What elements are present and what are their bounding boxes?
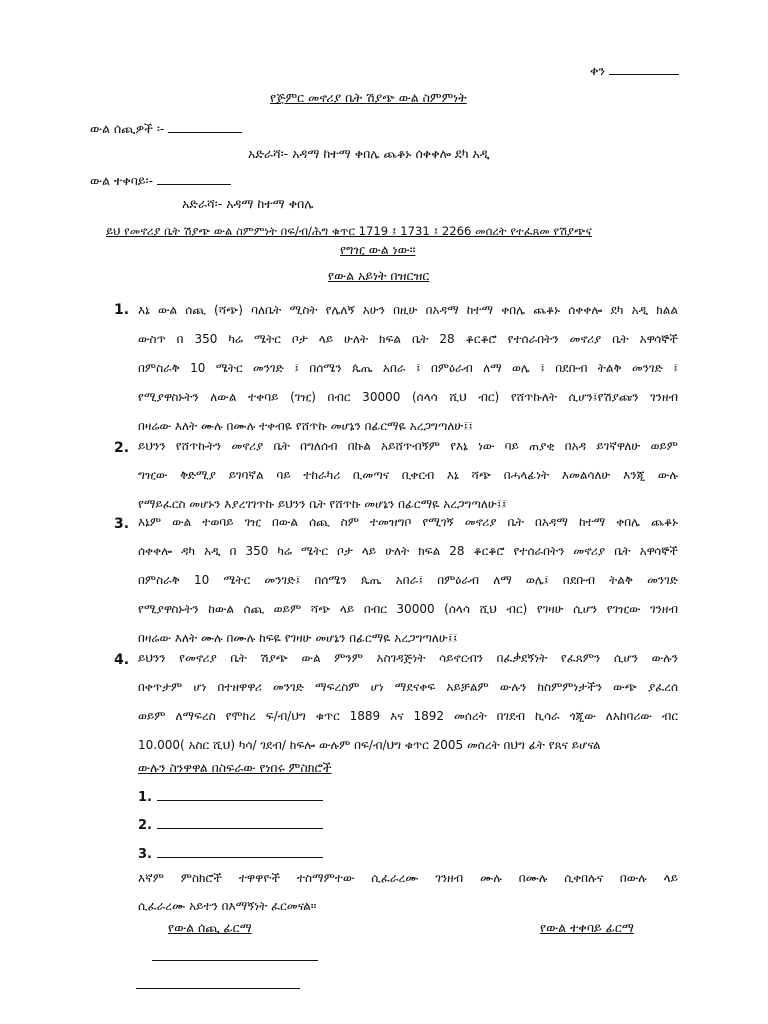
- clause-number: 2.: [114, 440, 130, 456]
- clause-line: በምስራቅ 10 ሜትር መንገድ፤ በሰሜን ጴጤ አበራ፤ በምዕራብ ለማ ወሌ፤ በደቡብ ትልቅ መንገድ: [138, 573, 678, 587]
- clause-line: እኔም ውል ተወባይ ገዢ በውል ሰጪ ስም ተመዝግቦ የሚገኝ መኖሪያ ቤት በአዳማ ከተማ ቀበሌ ጨቆኑ: [138, 515, 678, 529]
- witness-signature-blank: [157, 845, 323, 858]
- witnesses-title: ውሉን ስንዋዋል በስፍራው የነበሩ ምስክሮች: [138, 760, 332, 775]
- clause-number: 4.: [114, 652, 130, 668]
- clause-line: በምስራቅ 10 ሜትር መንገድ ፤ በሰሜን ጴጤ አበራ ፤ በምዕራብ ለማ ወሌ ፤ በደቡብ ትልቅ መንገድ ፤: [138, 361, 678, 375]
- date-field: [590, 62, 679, 79]
- clause-line: ውስጥ በ 350 ካሬ ሜትር ቦታ ላይ ሁለት ክፍል ቤት 28 ቆርቆሮ የተሰራበትን መኖሪያ ቤት አዋሳኞች: [138, 332, 678, 346]
- seller-label: ውል ሰጪዎች ፡-: [90, 121, 165, 136]
- witness-signature-blank: [157, 788, 323, 801]
- clause-line: ወይም ለማፍረስ የሞከረ ፍ/ብ/ህግ ቁጥር 1889 እና 1892 መሰረት በገደብ ኪሳራ ጎጂው ለአከባሪው ብር: [138, 709, 678, 723]
- clause-line: 10.000( አስር ሺህ) ካሳ/ ገደብ/ ከፍሎ ውሉም በፍ/ብ/ህግ ቁጥር 2005 መሰረት በህግ ፊት የጸና ይሆናል: [138, 738, 601, 752]
- statement-line: እኛም ምስክሮች ተዋዋዮች ተስማምተው ሲፈራረሙ ገንዘብ ሙሉ በሙሉ ሲቀበሉና በውሉ ላይ: [138, 871, 678, 885]
- intro-line-2: የግዢ ውል ነው።: [340, 242, 416, 257]
- document-title: የጅምር መኖሪያ ቤት ሽያጭ ውል ስምምነት: [270, 90, 467, 105]
- clause-line: በዛሬው እለት ሙሉ በሙሉ ተቀብዬ የሸጥኩ መሆኔን በፊርማዬ አረጋግጣለሁ፤፤: [138, 419, 474, 433]
- witness-number: 3.: [138, 847, 152, 862]
- clause-line: የሚያዋስኑትን ከውል ሰጪ ወይም ሻጭ ላይ በብር 30000 (ሰላሳ ሺህ ብር) የገዛሁ ሲሆን የገዢው ገንዘብ: [138, 602, 678, 616]
- buyer-signature-label: የውል ተቀባይ ፊርማ: [540, 920, 634, 935]
- seller-field: [90, 120, 242, 137]
- buyer-blank: [157, 172, 231, 185]
- statement-line: ሲፈራረሙ አይተን በእማኝነት ፈርመናል።: [138, 899, 317, 913]
- seller-signature-line: [152, 960, 318, 961]
- witness-statement: [138, 864, 678, 920]
- witness-1: [138, 788, 323, 805]
- section-title: የውል አይነት በዝርዝር: [328, 268, 430, 283]
- intro-line-1: ይህ የመኖሪያ ቤት ሽያጭ ውል ስምምነት በፍ/ብ/ሕግ ቁጥር 1719 ፤ 1731 ፤ 2266 መሰረት የተፈጸመ የሽያጭና: [106, 224, 592, 238]
- clause-line: ይህንን የመኖሪያ ቤት ሽያጭ ውል ምንም አስገዳጅነት ሳይኖርብን በፈቃደኝነት የፈጸምን ሲሆን ውሉን: [138, 651, 678, 665]
- clause-line: ግዢው ቅድሚያ ይገባኛል ባይ ተከራካሪ ቢመጣና ቢቀርብ እኔ ሻጭ በሓላፊነት እመልሳለሁ እንጂ ውሉ: [138, 468, 678, 482]
- witness-number: 2.: [138, 818, 152, 833]
- clause-line: በዛሬው እለት ሙሉ በሙሉ ከፍዬ የገዛሁ መሆኔን በፊርማዬ አረጋግጣለሁ፤፤: [138, 631, 458, 645]
- clause-4: [138, 644, 678, 760]
- clause-3: [138, 508, 678, 653]
- buyer-field: [90, 172, 231, 189]
- clause-line: የማይፈርስ መሆኑን እያረገገጥኩ ይህንን ቤት የሸጥኩ መሆኔን በፊርማዬ አረጋግጣለሁ፤፤: [138, 497, 507, 511]
- buyer-label: ውል ተቀባይ፡-: [90, 173, 154, 188]
- seller-address: አድራሻ፡- አዳማ ከተማ ቀበሌ ጨቆኑ ሰቀቀሎ ደካ አዲ: [248, 146, 490, 161]
- clause-number: 1.: [114, 302, 130, 318]
- clause-line: ይህንን የሸጥኩትን መኖሪያ ቤት በግለሰብ በኩል አይሸጥብኝም የእኔ ነው ባይ ጠያቂ በአዳ ይገኛዋለሁ ወይም: [138, 439, 678, 453]
- clause-2: [138, 432, 678, 519]
- date-blank: [609, 62, 679, 75]
- clause-1: [138, 296, 678, 441]
- clause-line: የሚያዋስኑትን ለውል ተቀባይ (ገዢ) በብር 30000 (ሰላሳ ሺህ ብር) የሸጥኩለት ሲሆን፤የሽያጩን ገንዘብ: [138, 390, 678, 404]
- date-label: ቀን: [590, 63, 605, 78]
- seller-blank: [168, 120, 242, 133]
- clause-line: እኔ ውል ሰጪ (ሻጭ) ባለቤት ሚስት የሌለኝ አሁን በዚሁ በአዳማ ከተማ ቀበሌ ጨቆኑ ሰቀቀሎ ደካ አዲ ክልል: [138, 303, 678, 317]
- witness-signature-blank: [157, 816, 323, 829]
- witness-number: 1.: [138, 790, 152, 805]
- seller-signature-line-2: [136, 988, 300, 989]
- witness-2: [138, 816, 323, 833]
- buyer-address: አድራሻ፡- አዳማ ከተማ ቀበሌ: [182, 196, 314, 211]
- clause-line: ሰቀቀሎ ዳካ አዲ በ 350 ካሬ ሜትር ቦታ ላይ ሁለት ክፍል 28 ቆርቆሮ የተሰራበትን መኖሪያ ቤት አዋሳኞች: [138, 544, 678, 558]
- clause-number: 3.: [114, 516, 130, 532]
- witness-3: [138, 845, 323, 862]
- seller-signature-label: የውል ሰጪ ፊርማ: [168, 920, 252, 935]
- clause-line: በቀጥታም ሆነ በተዘዋዋሪ መንገድ ማፍረስም ሆነ ማደናቀፍ አይቻልም ውሉን ከስምምነታችን ውጭ ያፈረሰ: [138, 680, 678, 694]
